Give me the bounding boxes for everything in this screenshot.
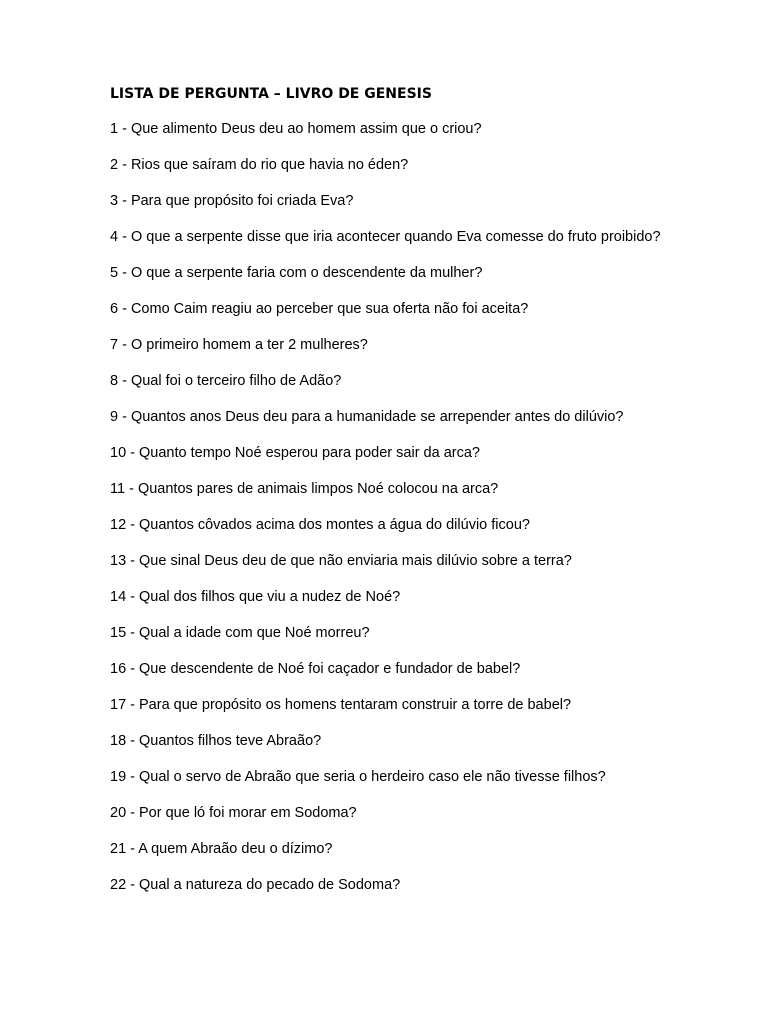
question-item: 3 - Para que propósito foi criada Eva? xyxy=(110,193,354,209)
document-title: LISTA DE PERGUNTA – LIVRO DE GENESIS xyxy=(110,86,432,102)
question-item: 8 - Qual foi o terceiro filho de Adão? xyxy=(110,373,342,389)
question-item: 11 - Quantos pares de animais limpos Noé colocou na arca? xyxy=(110,481,499,497)
question-item: 7 - O primeiro homem a ter 2 mulheres? xyxy=(110,337,368,353)
question-item: 5 - O que a serpente faria com o descendente da mulher? xyxy=(110,265,483,281)
question-item: 16 - Que descendente de Noé foi caçador e fundador de babel? xyxy=(110,661,521,677)
question-item: 19 - Qual o servo de Abraão que seria o herdeiro caso ele não tivesse filhos? xyxy=(110,769,606,785)
question-item: 22 - Qual a natureza do pecado de Sodoma? xyxy=(110,877,401,893)
question-item: 10 - Quanto tempo Noé esperou para poder sair da arca? xyxy=(110,445,480,461)
question-item: 2 - Rios que saíram do rio que havia no éden? xyxy=(110,157,409,173)
question-item: 17 - Para que propósito os homens tentaram construir a torre de babel? xyxy=(110,697,572,713)
question-item: 6 - Como Caim reagiu ao perceber que sua oferta não foi aceita? xyxy=(110,301,529,317)
question-item: 1 - Que alimento Deus deu ao homem assim que o criou? xyxy=(110,121,482,137)
question-item: 20 - Por que ló foi morar em Sodoma? xyxy=(110,805,357,821)
question-item: 14 - Qual dos filhos que viu a nudez de Noé? xyxy=(110,589,401,605)
question-item: 21 - A quem Abraão deu o dízimo? xyxy=(110,841,333,857)
question-item: 15 - Qual a idade com que Noé morreu? xyxy=(110,625,370,641)
question-item: 13 - Que sinal Deus deu de que não enviaria mais dilúvio sobre a terra? xyxy=(110,553,572,569)
question-item: 12 - Quantos côvados acima dos montes a água do dilúvio ficou? xyxy=(110,517,530,533)
question-list xyxy=(110,120,670,912)
question-item: 4 - O que a serpente disse que iria acontecer quando Eva comesse do fruto proibido? xyxy=(110,229,661,245)
question-item: 9 - Quantos anos Deus deu para a humanidade se arrepender antes do dilúvio? xyxy=(110,409,624,425)
question-item: 18 - Quantos filhos teve Abraão? xyxy=(110,733,322,749)
